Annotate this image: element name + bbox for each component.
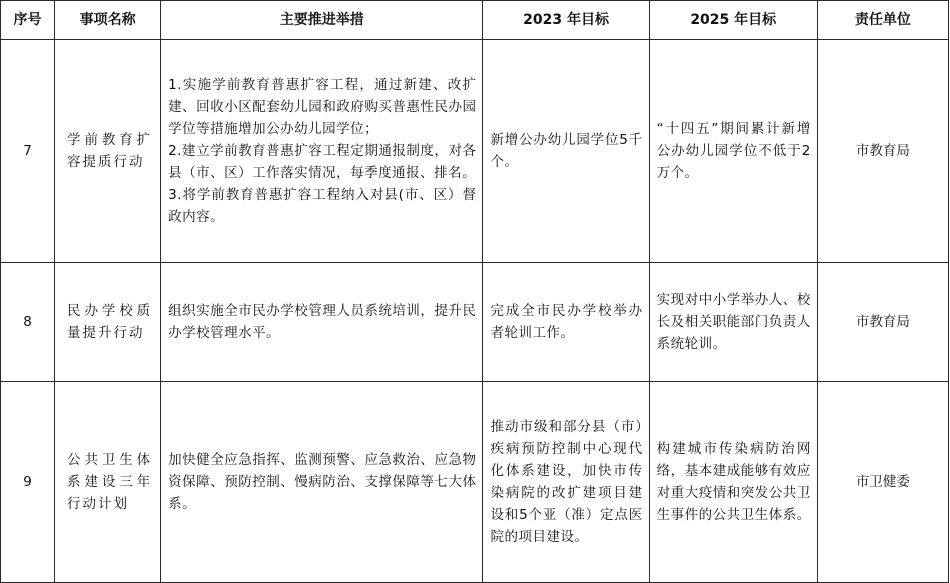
header-name: 事项名称	[55, 1, 161, 40]
row-measures	[161, 263, 483, 382]
header-row	[1, 1, 949, 40]
row-unit: 市教育局	[817, 40, 948, 263]
table-row	[1, 263, 949, 382]
row-no: 7	[1, 40, 55, 263]
row-name: 学前教育扩容提质行动	[55, 40, 161, 263]
row-target-2023: 完成全市民办学校举办者轮训工作。	[483, 263, 649, 382]
row-measures	[161, 40, 483, 263]
measure-item: 1.实施学前教育普惠扩容工程，通过新建、改扩建、回收小区配套幼儿园和政府购买普惠性民办园学位等措施增加公办幼儿园学位；	[168, 77, 477, 137]
row-target-2023: 新增公办幼儿园学位5千个。	[483, 40, 649, 263]
header-target-2023: 2023 年目标	[483, 1, 649, 40]
row-name: 公共卫生体系建设三年行动计划	[55, 382, 161, 583]
row-target-2025: “十四五”期间累计新增公办幼儿园学位不低于2万个。	[649, 40, 817, 263]
header-unit: 责任单位	[817, 1, 948, 40]
row-target-2025: 构建城市传染病防治网络，基本建成能够有效应对重大疫情和突发公共卫生事件的公共卫生体系。	[649, 382, 817, 583]
header-no: 序号	[1, 1, 55, 40]
header-target-2025: 2025 年目标	[649, 1, 817, 40]
table-row	[1, 382, 949, 583]
row-no: 9	[1, 382, 55, 583]
table-row	[1, 40, 949, 263]
row-unit: 市教育局	[817, 263, 948, 382]
row-unit: 市卫健委	[817, 382, 948, 583]
row-target-2023: 推动市级和部分县（市）疾病预防控制中心现代化体系建设，加快市传染病院的改扩建项目建设和5个亚（准）定点医院的项目建设。	[483, 382, 649, 583]
measure-item: 3.将学前教育普惠扩容工程纳入对县(市、区）督政内容。	[168, 187, 477, 225]
row-name: 民办学校质量提升行动	[55, 263, 161, 382]
measure-item: 2.建立学前教育普惠扩容工程定期通报制度，对各县（市、区）工作落实情况，每季度通报、排名。	[168, 143, 477, 181]
measure-item: 加快健全应急指挥、监测预警、应急救治、应急物资保障、预防控制、慢病防治、支撑保障等七大体系。	[168, 452, 477, 512]
header-measures: 主要推进举措	[161, 1, 483, 40]
row-measures	[161, 382, 483, 583]
row-target-2025: 实现对中小学举办人、校长及相关职能部门负责人系统轮训。	[649, 263, 817, 382]
row-no: 8	[1, 263, 55, 382]
measure-item: 组织实施全市民办学校管理人员系统培训，提升民办学校管理水平。	[168, 303, 477, 341]
